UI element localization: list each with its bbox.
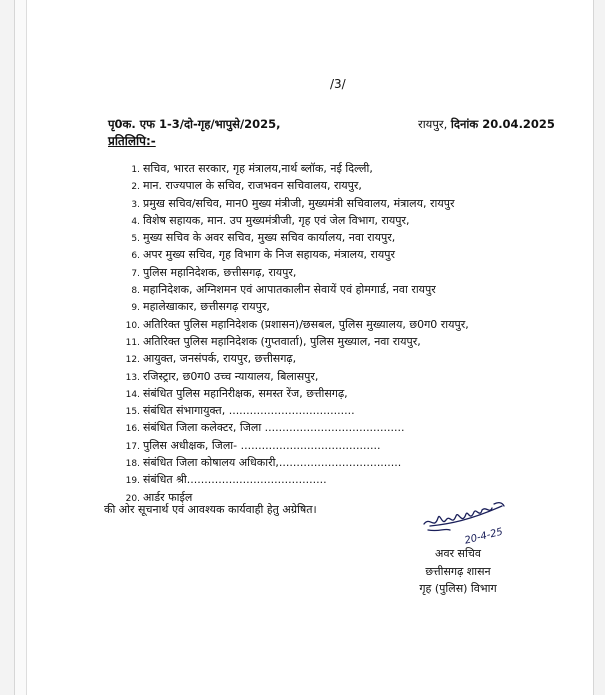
item-number: 10. bbox=[125, 320, 140, 331]
item-number: 1. bbox=[131, 165, 140, 175]
item-text: महालेखाकार, छत्तीसगढ़ रायपुर, bbox=[143, 300, 270, 314]
item-text: मान. राज्यपाल के सचिव, राजभवन सचिवालय, रायपुर, bbox=[143, 179, 362, 193]
item-number: 13. bbox=[125, 372, 140, 383]
item-number: 4. bbox=[131, 216, 140, 227]
item-number: 14. bbox=[125, 389, 140, 400]
date-value: दिनांक 20.04.2025 bbox=[450, 117, 555, 131]
item-text: महानिदेशक, अग्निशमन एवं आपातकालीन सेवायें एवं होमगार्ड, नवा रायपुर bbox=[143, 283, 436, 297]
item-text: सचिव, भारत सरकार, गृह मंत्रालय,नार्थ ब्लॉक, नई दिल्ली, bbox=[143, 162, 373, 175]
handwritten-signature bbox=[420, 496, 520, 548]
item-number: 17. bbox=[125, 441, 140, 452]
item-number: 8. bbox=[131, 286, 140, 297]
reference-number: पृ0क. एफ 1-3/दो-गृह/भापुसे/2025, bbox=[108, 117, 281, 131]
item-text: विशेष सहायक, मान. उप मुख्यमंत्रीजी, गृह एवं जेल विभाग, रायपुर, bbox=[143, 213, 410, 227]
recipient-item bbox=[118, 402, 469, 419]
item-number: 9. bbox=[131, 303, 140, 314]
date-line bbox=[418, 117, 555, 132]
item-number: 19. bbox=[125, 476, 140, 487]
item-number: 5. bbox=[131, 234, 140, 245]
recipient-item bbox=[118, 385, 469, 402]
government-name: छत्तीसगढ़ शासन bbox=[425, 564, 491, 578]
item-number: 16. bbox=[125, 424, 140, 435]
recipient-item bbox=[118, 419, 469, 436]
item-number: 7. bbox=[131, 268, 140, 279]
recipient-item bbox=[118, 281, 469, 298]
recipient-item bbox=[118, 316, 469, 333]
item-number: 12. bbox=[125, 355, 140, 366]
recipient-item bbox=[118, 471, 469, 488]
item-text: संबंधित संभागायुक्त, .................................... bbox=[143, 404, 355, 418]
item-text: पुलिस अधीक्षक, जिला- ........................................ bbox=[143, 438, 381, 452]
item-number: 2. bbox=[131, 182, 140, 193]
item-text: मुख्य सचिव के अवर सचिव, मुख्य सचिव कार्यालय, नवा रायपुर, bbox=[143, 231, 396, 245]
item-number: 11. bbox=[125, 337, 140, 348]
date-place: रायपुर, bbox=[418, 117, 448, 131]
item-text: संबंधित जिला कलेक्टर, जिला ........................................ bbox=[143, 421, 405, 435]
item-text: प्रमुख सचिव/सचिव, मान0 मुख्य मंत्रीजी, मुख्यमंत्री सचिवालय, मंत्रालय, रायपुर bbox=[143, 196, 455, 210]
recipient-item bbox=[118, 212, 469, 229]
item-number: 3. bbox=[131, 199, 140, 210]
recipient-item bbox=[118, 368, 469, 385]
item-text: संबंधित श्री........................................ bbox=[143, 473, 327, 487]
signature-block bbox=[393, 545, 523, 598]
item-text: रजिस्ट्रार, छ0ग0 उच्च न्यायालय, बिलासपुर, bbox=[143, 369, 319, 383]
svg-text:20-4-25: 20-4-25 bbox=[463, 526, 505, 547]
recipient-item bbox=[118, 229, 469, 246]
item-text: संबंधित पुलिस महानिरीक्षक, समस्त रेंज, छत्तीसगढ़, bbox=[143, 386, 348, 400]
recipient-item bbox=[118, 454, 469, 471]
recipient-item bbox=[118, 298, 469, 315]
recipient-item bbox=[118, 350, 469, 367]
closing-line: की ओर सूचनार्थ एवं आवश्यक कार्यवाही हेतु अग्रेषित। bbox=[104, 503, 317, 516]
item-number: 20. bbox=[125, 493, 140, 504]
item-text: अपर मुख्य सचिव, गृह विभाग के निज सहायक, मंत्रालय, रायपुर bbox=[143, 248, 395, 262]
recipient-list bbox=[118, 160, 469, 506]
page-number: /3/ bbox=[330, 77, 346, 91]
item-text: पुलिस महानिदेशक, छत्तीसगढ़, रायपुर, bbox=[143, 265, 297, 279]
item-number: 18. bbox=[125, 459, 140, 470]
item-text: अतिरिक्त पुलिस महानिदेशक (प्रशासन)/छसबल, पुलिस मुख्यालय, छ0ग0 रायपुर, bbox=[143, 317, 469, 331]
item-text: संबंधित जिला कोषालय अधिकारी,................................... bbox=[143, 456, 402, 470]
item-text: आयुक्त, जनसंपर्क, रायपुर, छत्तीसगढ़, bbox=[143, 352, 297, 366]
recipient-item bbox=[118, 177, 469, 194]
item-number: 6. bbox=[131, 251, 140, 262]
item-text: अतिरिक्त पुलिस महानिदेशक (गुप्तवार्ता), पुलिस मुख्याल, नवा रायपुर, bbox=[143, 334, 421, 348]
department-name: गृह (पुलिस) विभाग bbox=[419, 582, 497, 595]
recipient-item bbox=[118, 160, 469, 177]
recipient-item bbox=[118, 333, 469, 350]
item-number: 15. bbox=[125, 407, 140, 418]
designation: अवर सचिव bbox=[435, 547, 481, 560]
item-text: आर्डर फाईल bbox=[143, 490, 193, 504]
recipient-item bbox=[118, 195, 469, 212]
copy-to-heading: प्रतिलिपि:- bbox=[108, 134, 156, 148]
page-left-edge bbox=[15, 0, 27, 695]
recipient-item bbox=[118, 437, 469, 454]
recipient-item bbox=[118, 264, 469, 281]
recipient-item bbox=[118, 246, 469, 263]
